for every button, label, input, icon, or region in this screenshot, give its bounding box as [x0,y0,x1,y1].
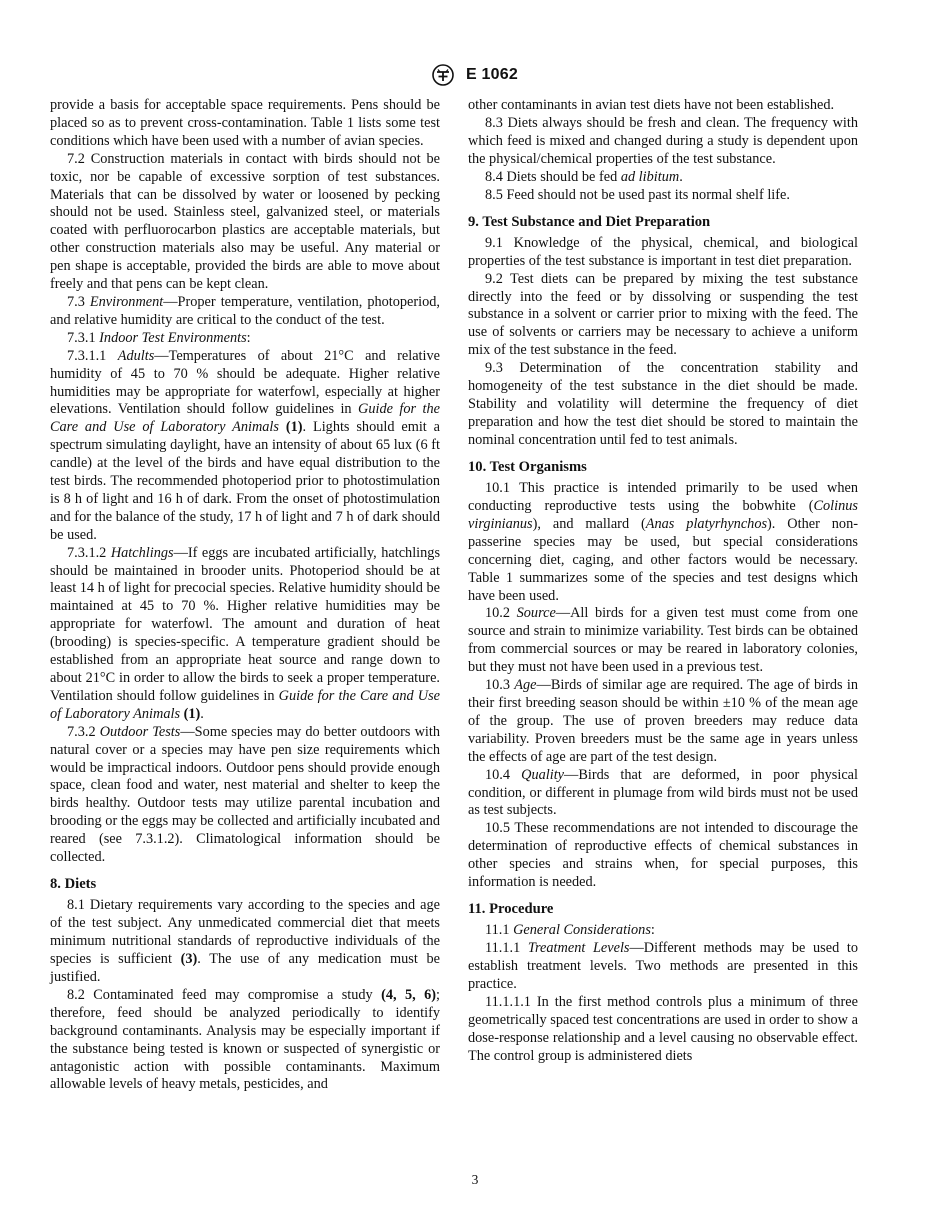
section-heading-8: 8. Diets [50,876,97,893]
paragraph-8-5: 8.5 Feed should not be used past its normal shelf life. [485,186,790,203]
paragraph-9-1: 9.1 Knowledge of the physical, chemical, and biological properties of the test substance is important in test diet preparation. [468,234,858,269]
paragraph-7-3-1: 7.3.1 Indoor Test Environments: [67,329,251,346]
paragraph-continued: provide a basis for acceptable space requirements. Pens should be placed so as to prevent cross-contamination. Table 1 lists some test conditions which have been used with a number of avian species. [50,97,440,149]
paragraph-9-2: 9.2 Test diets can be prepared by mixing the test substance directly into the feed or by dissolving or suspending the test substance in a solvent or carrier prior to mixing with the feed. The use of solvents or carriers may be necessary to achieve a uniform mix of the test substance in the feed. [468,270,858,359]
paragraph-8-2: 8.2 Contaminated feed may compromise a study (4, 5, 6); therefore, feed should be analyzed periodically to identify background contaminants. Analysis may be especially important if the substance being tested is known or suspected of synergistic or antagonistic action with possible contaminants. Maximum allowable levels of heavy metals, pesticides, and [50,986,440,1093]
paragraph-7-3-2: 7.3.2 Outdoor Tests—Some species may do better outdoors with natural cover or a species may have pen size requirements which would be impractical indoors. Outdoor pens should provide enough space, clean food and water, nest material and shelter to keep the birds healthy. Outdoor tests may utilize parental incubation and brooding or the eggs may be collected and artificially incubated and reared (see 7.3.1.2). Climatological information should be collected. [50,723,440,866]
paragraph-continued: other contaminants in avian test diets have not been established. [468,97,835,113]
page-header [0,64,950,86]
paragraph-9-3: 9.3 Determination of the concentration stability and homogeneity of the test substance in the diet should be made. Stability and volatility will determine the frequency of diet preparation and how the test diet should be stored to maintain the nominal concentration until fed to test animals. [468,360,858,448]
paragraph-7-3-1-2: 7.3.1.2 Hatchlings—If eggs are incubated artificially, hatchlings should be maintained in brooder units. Photoperiod should be at least 14 h of light for precocial species. Relative humidity should be maintained at 45 to 70 %. Higher relative humidities may be appropriate for waterfowl. The amount and duration of heat (brooding) is species-specific. A temperature gradient should be established from an appropriate heat source and range down to about 21°C in order to allow the birds to seek a proper temperature. Ventilation should follow guidelines in Guide for the Care and Use of Laboratory Animals (1). [50,544,441,722]
paragraph-10-4: 10.4 Quality—Birds that are deformed, in poor physical condition, or different in plumage from wild birds must not be used as test subjects. [468,766,858,819]
paragraph-8-4: 8.4 Diets should be fed ad libitum. [485,168,683,185]
paragraph-10-2: 10.2 Source—All birds for a given test must come from one source and strain to minimize variability. Test birds can be obtained from commercial sources or may be reared in laboratory colonies, but they must not have been used in a previous test. [468,605,858,676]
right-column [468,97,858,1066]
page-number: 3 [471,1172,479,1187]
paragraph-7-2: 7.2 Construction materials in contact with birds should not be toxic, nor be capable of excessive sorption of test substances. Materials that can be dissolved by water or loosened by pecking should not be used. Stainless steel, galvanized steel, or materials coated with perfluorocarbon plastics are acceptable materials, but other construction materials also may be useful. Any material or pen shape is acceptable, provided the birds are able to move about freely and that pens can be kept clean. [50,150,440,293]
standard-code: E 1062 [466,66,518,83]
paragraph-7-3: 7.3 Environment—Proper temperature, ventilation, photoperiod, and relative humidity are critical to the conduct of the test. [50,293,440,328]
paragraph-8-3: 8.3 Diets always should be fresh and clean. The frequency with which feed is mixed and changed during a study is dependent upon the physical/chemical properties of the test substance. [468,114,858,167]
paragraph-7-3-1-1: 7.3.1.1 Adults—Temperatures of about 21°C and relative humidity of 45 to 70 % should be adequate. Higher relative humidities may be appropriate for waterfowl, especially at higher elevations. Ventilation should follow guidelines in Guide for the Care and Use of Laboratory Animals (1). Lights should emit a spectrum simulating daylight, have an intensity of about 65 lux (6 ft candle) at the level of the birds and have equal distribution to the test birds. The recommended photoperiod prior to photostimulation is 8 h of light and 16 h of dark. From the onset of photostimulation and for the balance of the study, 17 h of light and 7 h of dark should be used. [50,347,441,543]
astm-logo-icon [432,64,454,86]
paragraph-10-3: 10.3 Age—Birds of similar age are required. The age of birds in their first breeding season should be within ±10 % of the mean age of the group. The use of proven breeders may reduce data variability. Proven breeders must be the same age in years unless the effects of age are part of the test design. [468,677,858,765]
left-column [50,97,440,1094]
paragraph-11-1-1-1: 11.1.1.1 In the first method controls plus a minimum of three geometrically spaced test concentrations are used in order to show a dose-response relationship and a level causing no observable effect. The control group is administered diets [468,994,858,1064]
paragraph-10-1: 10.1 This practice is intended primarily to be used when conducting reproductive tests using the bobwhite (Colinus virginianus), and mallard (Anas platyrhynchos). Other non-passerine species may be used, but special considerations concerning diet, caging, and other factors would be necessary. Table 1 summarizes some of the species and test designs which have been used. [468,480,858,604]
paragraph-8-1: 8.1 Dietary requirements vary according to the species and age of the test subject. Any unmedicated commercial diet that meets minimum nutritional standards of reproductive individuals of the species is sufficient (3). The use of any medication must be justified. [50,897,441,985]
paragraph-11-1-1: 11.1.1 Treatment Levels—Different methods may be used to establish treatment levels. Two methods are presented in this practice. [468,940,858,993]
section-heading-10: 10. Test Organisms [468,459,587,476]
paragraph-11-1: 11.1 General Considerations: [485,922,655,939]
section-heading-9: 9. Test Substance and Diet Preparation [468,213,711,230]
paragraph-10-5: 10.5 These recommendations are not intended to discourage the determination of reproductive effects of chemical substances in other species and strains when, for special purposes, this information is needed. [468,820,858,891]
section-heading-11: 11. Procedure [468,901,554,918]
